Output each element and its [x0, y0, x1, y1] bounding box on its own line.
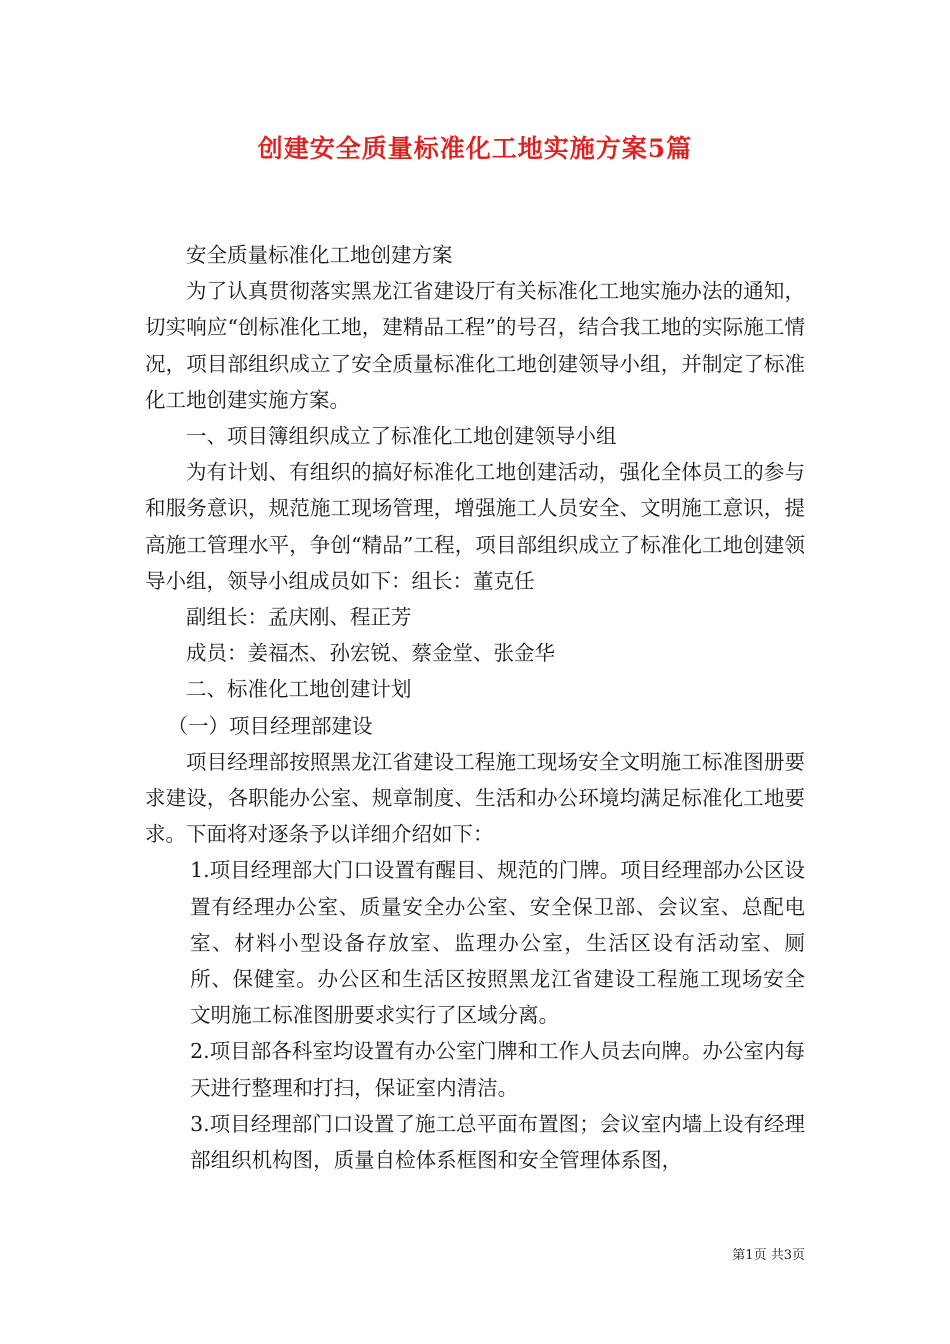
- section-heading: 一、项目簿组织成立了标准化工地创建领导小组: [186, 424, 617, 449]
- body-paragraph: 副组长：孟庆刚、程正芳: [186, 605, 412, 630]
- body-paragraph: 为有计划、有组织的搞好标准化工地创建活动，强化全体员工的参与和服务意识，规范施工现场管理，增强施工人员安全、文明施工意识，提高施工管理水平，争创“精品”工程，项目部组织成立了标准化工地创建领导小组，领导小组成员如下：组长：董克任: [145, 460, 805, 593]
- section-heading: 二、标准化工地创建计划: [186, 677, 412, 702]
- list-item: 3.项目经理部门口设置了施工总平面布置图；会议室内墙上设有经理部组织机构图，质量自检体系框图和安全管理体系图，: [190, 1111, 805, 1173]
- body-paragraph: 成员：姜福杰、孙宏锐、蔡金堂、张金华: [186, 641, 555, 666]
- body-paragraph: 项目经理部按照黑龙江省建设工程施工现场安全文明施工标准图册要求建设，各职能办公室、规章制度、生活和办公环境均满足标准化工地要求。下面将对逐条予以详细介绍如下：: [145, 749, 805, 847]
- list-item: 1.项目经理部大门口设置有醒目、规范的门牌。项目经理部办公区设置有经理办公室、质量安全办公室、安全保卫部、会议室、总配电室、材料小型设备存放室、监理办公室，生活区设有活动室、厕所、保健室。办公区和生活区按照黑龙江省建设工程施工现场安全文明施工标准图册要求实行了区域分离。: [190, 858, 805, 1028]
- body-paragraph: 为了认真贯彻落实黑龙江省建设厅有关标准化工地实施办法的通知，切实响应“创标准化工地，建精品工程”的号召，结合我工地的实际施工情况，项目部组织成立了安全质量标准化工地创建领导小组，并制定了标准化工地创建实施方案。: [145, 279, 805, 412]
- footer-total-pages: 3: [783, 1248, 792, 1263]
- document-body: [145, 237, 805, 1178]
- subsection-heading: （一）项目经理部建设: [167, 713, 373, 738]
- footer-suffix: 页: [791, 1248, 805, 1263]
- list-item: 2.项目部各科室均设置有办公室门牌和工作人员去向牌。办公室内每天进行整理和打扫，保证室内清洁。: [190, 1039, 805, 1100]
- document-title: 创建安全质量标准化工地实施方案5篇: [257, 134, 693, 163]
- footer-prefix: 第: [732, 1248, 746, 1263]
- footer-middle: 页 共: [753, 1248, 784, 1263]
- page-number-footer: [732, 1247, 805, 1265]
- section-heading: 安全质量标准化工地创建方案: [186, 243, 453, 267]
- footer-current-page: 1: [745, 1248, 754, 1263]
